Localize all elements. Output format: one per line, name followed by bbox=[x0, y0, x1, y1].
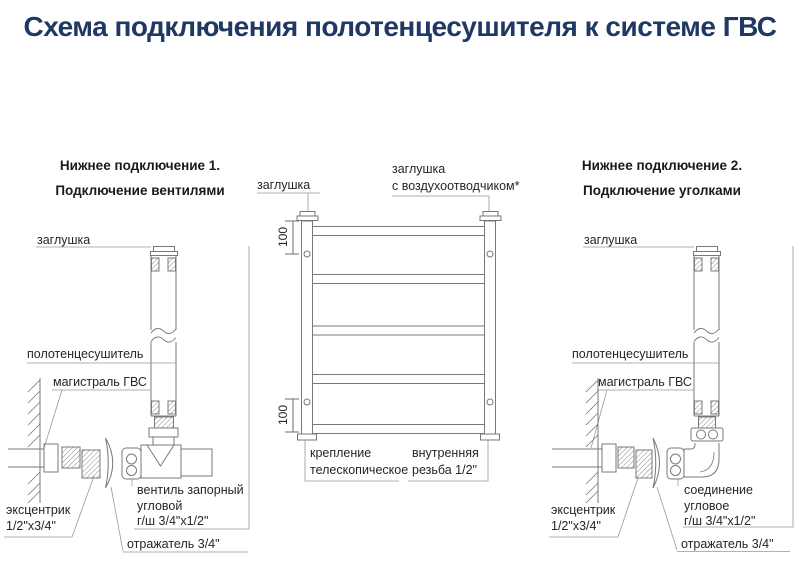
right-heading-line1: Нижнее подключение 2. bbox=[581, 158, 743, 173]
right-towel-rail-label: полотенцесушитель bbox=[572, 347, 689, 361]
dimension-top-label: 100 bbox=[276, 226, 290, 248]
left-hot-water-main-label: магистраль ГВС bbox=[53, 375, 147, 389]
page-title: Схема подключения полотенцесушителя к системе ГВС bbox=[23, 11, 777, 42]
right-plug-label: заглушка bbox=[584, 233, 638, 247]
towel-rail-drawing bbox=[257, 193, 501, 481]
left-section-heading bbox=[30, 153, 250, 203]
right-angle-connection-label: соединение угловое г/ш 3/4"x1/2" bbox=[684, 483, 756, 528]
right-hot-water-main-label: магистраль ГВС bbox=[598, 375, 692, 389]
left-heading-line2: Подключение вентилями bbox=[55, 183, 225, 198]
telescopic-mount-label: крепление телескопическое bbox=[310, 446, 409, 477]
left-heading-line1: Нижнее подключение 1. bbox=[59, 158, 221, 173]
dimension-bottom-label: 100 bbox=[276, 404, 290, 426]
left-towel-rail-label: полотенцесушитель bbox=[27, 347, 144, 361]
right-reflector-label: отражатель 3/4" bbox=[681, 537, 774, 551]
center-air-vent-plug-label: заглушка с воздухоотводчиком* bbox=[392, 162, 520, 193]
left-eccentric-label: эксцентрик 1/2"x3/4" bbox=[6, 503, 71, 533]
left-reflector-label: отражатель 3/4" bbox=[127, 537, 220, 551]
internal-thread-label: внутренняя резьба 1/2" bbox=[412, 446, 479, 477]
left-plug-label: заглушка bbox=[37, 233, 91, 247]
right-heading-line2: Подключение уголками bbox=[583, 183, 741, 198]
center-plug-label: заглушка bbox=[257, 178, 311, 192]
right-eccentric-label: эксцентрик 1/2"x3/4" bbox=[551, 503, 616, 533]
right-section-heading bbox=[552, 153, 772, 203]
left-valve-label: вентиль запорный угловой г/ш 3/4"x1/2" bbox=[137, 483, 244, 528]
